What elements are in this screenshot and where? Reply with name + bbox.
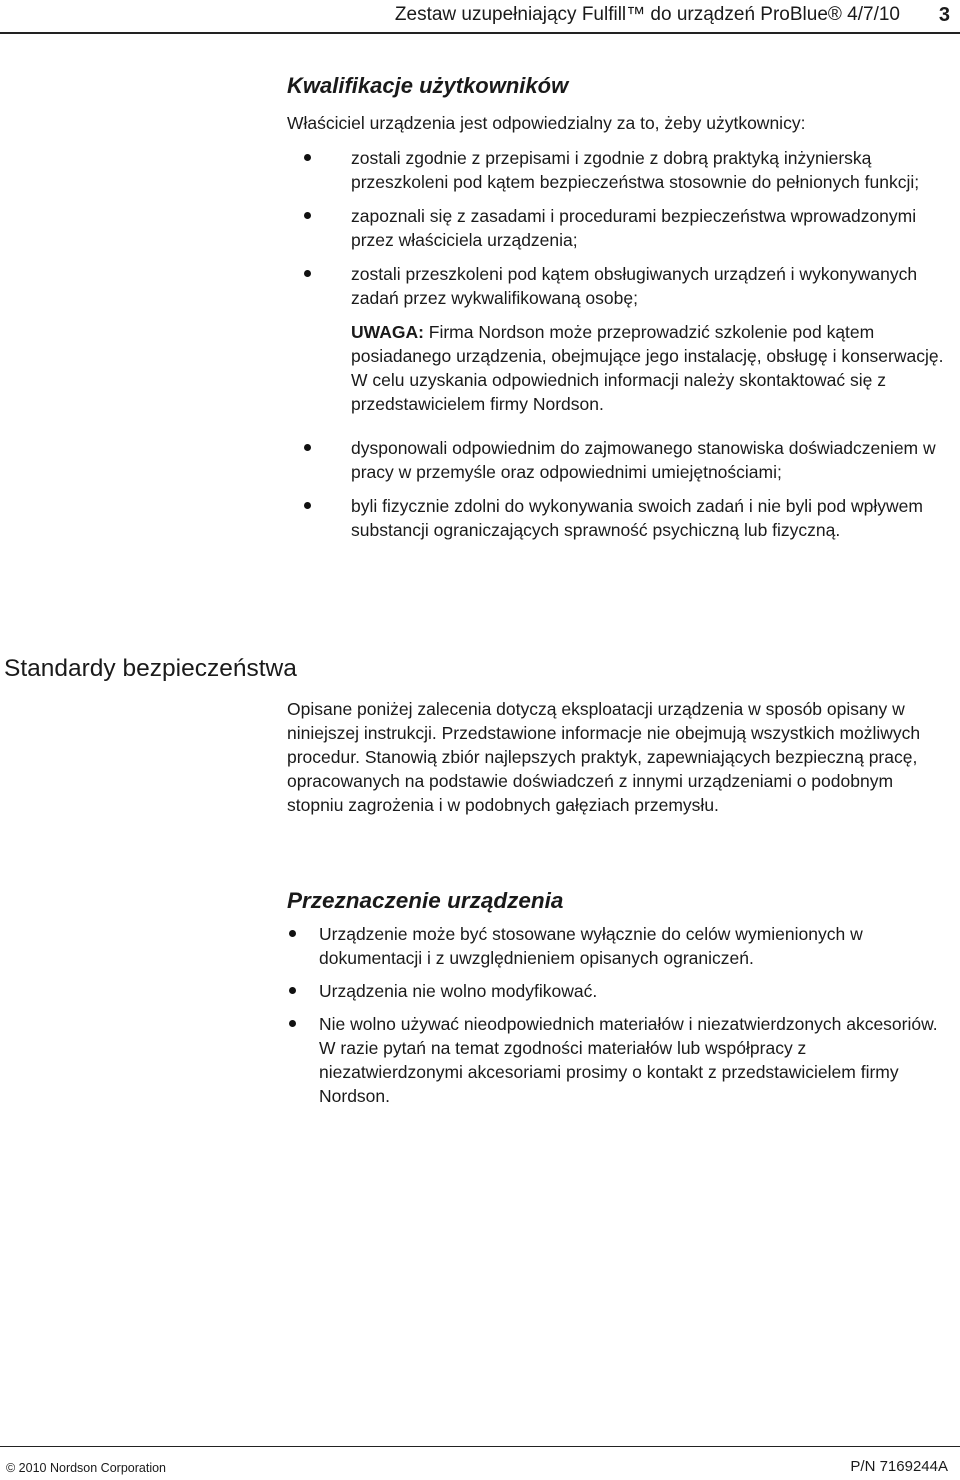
list-item-text: Urządzenie może być stosowane wyłącznie do celów wymienionych w dokumentacji i z uwzględnieniem opisanych ograniczeń. [319,924,863,968]
safety-standards-body: Opisane poniżej zalecenia dotyczą eksploatacji urządzenia w sposób opisany w niniejszej instrukcji. Przedstawione informacje nie obejmują wszystkich możliwych procedur. Stanowią zbiór najlepszych praktyk, zapewniających bezpieczną pracę, opracowanych na podstawie doświadczeń z innymi urządzeniami o podobnym stopniu zagrożenia i w podobnych gałęziach przemysłu. [287,699,921,815]
bullet-icon [304,212,311,219]
list-item-text: dysponowali odpowiednim do zajmowanego stanowiska doświadczeniem w pracy w przemyśle oraz odpowiednimi umiejętnościami; [351,438,936,482]
list-item [319,979,951,1003]
qualifications-title: Kwalifikacje użytkowników [287,73,569,98]
list-item [351,204,951,252]
bullet-icon [304,154,311,161]
safety-standards-heading: Standardy bezpieczeństwa [4,655,297,682]
list-item [351,146,951,194]
bullet-icon [304,270,311,277]
footer-divider [0,1446,960,1447]
part-number: P/N 7169244A [850,1458,948,1475]
intended-use-list [319,922,951,1108]
bullet-icon [289,987,296,994]
bullet-icon [289,1020,296,1027]
intended-use-section [287,888,947,1108]
header-divider [0,32,960,34]
page-header [0,2,960,30]
qualifications-intro: Właściciel urządzenia jest odpowiedzialny za to, żeby użytkownicy: [287,113,806,133]
list-item-text: byli fizycznie zdolni do wykonywania swoich zadań i nie byli pod wpływem substancji ograniczających sprawność psychiczną lub fizyczną. [351,496,923,540]
qualifications-list [351,146,951,310]
list-item [351,262,951,310]
bullet-icon [289,930,296,937]
list-item-text: Nie wolno używać nieodpowiednich materiałów i niezatwierdzonych akcesoriów. W razie pytań na temat zgodności materiałów lub współpracy z niezatwierdzonymi akcesoriami prosimy o kontakt z przedstawicielem firmy Nordson. [319,1014,938,1106]
list-item [351,494,951,542]
bullet-icon [304,502,311,509]
list-item [319,1012,951,1108]
note-text: Firma Nordson może przeprowadzić szkolenie pod kątem posiadanego urządzenia, obejmujące jego instalację, obsługę i konserwację. W celu uzyskania odpowiednich informacji należy skontaktować się z przedstawicielem firmy Nordson. [351,322,944,414]
bullet-icon [304,444,311,451]
list-item-text: zapoznali się z zasadami i procedurami bezpieczeństwa wprowadzonymi przez właściciela urządzenia; [351,206,917,250]
note-label: UWAGA: [351,322,424,342]
document-title: Zestaw uzupełniający Fulfill™ do urządzeń ProBlue® 4/7/10 [394,4,900,25]
page-number: 3 [938,4,950,26]
qualifications-section [287,73,947,542]
list-item [319,922,951,970]
safety-standards-section [287,697,927,817]
list-item [351,436,951,484]
list-item-text: Urządzenia nie wolno modyfikować. [319,981,598,1001]
copyright: © 2010 Nordson Corporation [6,1461,166,1475]
intended-use-title: Przeznaczenie urządzenia [287,888,564,913]
list-item-text: zostali zgodnie z przepisami i zgodnie z dobrą praktyką inżynierską przeszkoleni pod kątem bezpieczeństwa stosownie do pełnionych funkcji; [351,148,920,192]
qualifications-list-continued [351,436,951,542]
note [351,320,951,416]
list-item-text: zostali przeszkoleni pod kątem obsługiwanych urządzeń i wykonywanych zadań przez wykwalifikowaną osobę; [351,264,918,308]
